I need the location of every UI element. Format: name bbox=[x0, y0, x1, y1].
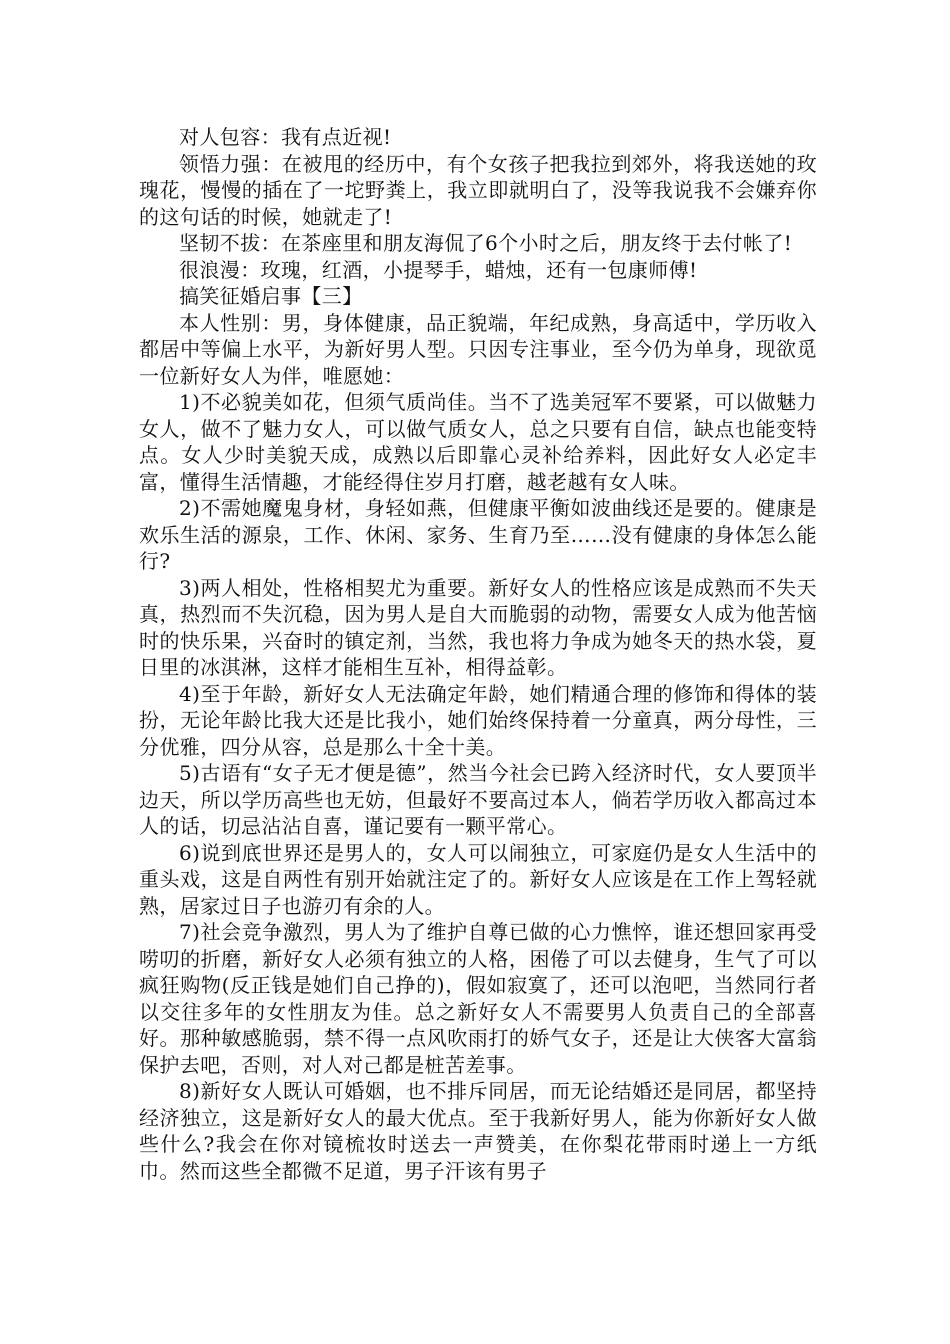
paragraph-tolerance: 对人包容：我有点近视! bbox=[179, 125, 392, 149]
paragraph-item-3: 3)两人相处，性格相契尤为重要。新好女人的性格应该是成熟而不失天真，热烈而不失沉稳，因为男人是自大而脆弱的动物，需要女人成为他苦恼时的快乐果，兴奋时的镇定剂，当然，我也将力争成为她冬天的热水袋，夏日里的冰淇淋，这样才能相生互补，相得益彰。 bbox=[139, 575, 817, 679]
paragraph-item-5: 5)古语有“女子无才便是德”，然当今社会已跨入经济时代，女人要顶半边天，所以学历高些也无妨，但最好不要高过本人，倘若学历收入都高过本人的话，切忌沾沾自喜，谨记要有一颗平常心。 bbox=[139, 761, 817, 838]
document-body bbox=[139, 124, 817, 1184]
paragraph-item-7: 7)社会竞争激烈，男人为了维护自尊已做的心力憔悴，谁还想回家再受唠叨的折磨，新好女人必须有独立的人格，困倦了可以去健身，生气了可以疯狂购物(反正钱是她们自己挣的)，假如寂寞了，还可以泡吧，当然同行者以交往多年的女性朋友为佳。总之新好女人不需要男人负责自己的全部喜好。那种敏感脆弱，禁不得一点风吹雨打的娇气女子，还是让大侠客大富翁保护去吧，否则，对人对己都是桩苦差事。 bbox=[139, 920, 817, 1077]
paragraph-item-1: 1)不必貌美如花，但须气质尚佳。当不了选美冠军不要紧，可以做魅力女人，做不了魅力女人，可以做气质女人，总之只要有自信，缺点也能变特点。女人少时美貌天成，成熟以后即靠心灵补给养料，因此好女人必定丰富，懂得生活情趣，才能经得住岁月打磨，越老越有女人味。 bbox=[139, 390, 817, 494]
paragraph-romance: 很浪漫：玫瑰，红酒，小提琴手，蜡烛，还有一包康师傅! bbox=[179, 257, 698, 282]
paragraph-self-intro: 本人性别：男，身体健康，品正貌端，年纪成熟，身高适中，学历收入都居中等偏上水平，为新好男人型。只因专注事业，至今仍为单身，现欲觅一位新好女人为伴，唯愿她： bbox=[139, 310, 817, 388]
paragraph-item-6: 6)说到底世界还是男人的，女人可以闹独立，可家庭仍是女人生活中的重头戏，这是自两性有别开始就注定了的。新好女人应该是在工作上驾轻就熟，居家过日子也游刃有余的人。 bbox=[139, 840, 817, 918]
paragraph-item-2: 2)不需她魔鬼身材，身轻如燕，但健康平衡如波曲线还是要的。健康是欢乐生活的源泉，工作、休闲、家务、生育乃至……没有健康的身体怎么能行? bbox=[139, 496, 817, 573]
paragraph-perseverance: 坚韧不拔：在茶座里和朋友海侃了6个小时之后，朋友终于去付帐了! bbox=[179, 231, 793, 255]
paragraph-comprehension: 领悟力强：在被甩的经历中，有个女孩子把我拉到郊外，将我送她的玫瑰花，慢慢的插在了一坨野粪上，我立即就明白了，没等我说我不会嫌弃你的这句话的时候，她就走了! bbox=[139, 151, 817, 229]
paragraph-item-4: 4)至于年龄，新好女人无法确定年龄，她们精通合理的修饰和得体的装扮，无论年龄比我大还是比我小，她们始终保持着一分童真，两分母性，三分优雅，四分从容，总是那么十全十美。 bbox=[139, 681, 817, 759]
paragraph-item-8: 8)新好女人既认可婚姻，也不排斥同居，而无论结婚还是同居，都坚持经济独立，这是新好女人的最大优点。至于我新好男人，能为你新好女人做些什么?我会在你对镜梳妆时送去一声赞美，在你梨花带雨时递上一方纸巾。然而这些全都微不足道，男子汗该有男子 bbox=[139, 1079, 817, 1183]
section-heading: 搞笑征婚启事【三】 bbox=[179, 284, 363, 308]
